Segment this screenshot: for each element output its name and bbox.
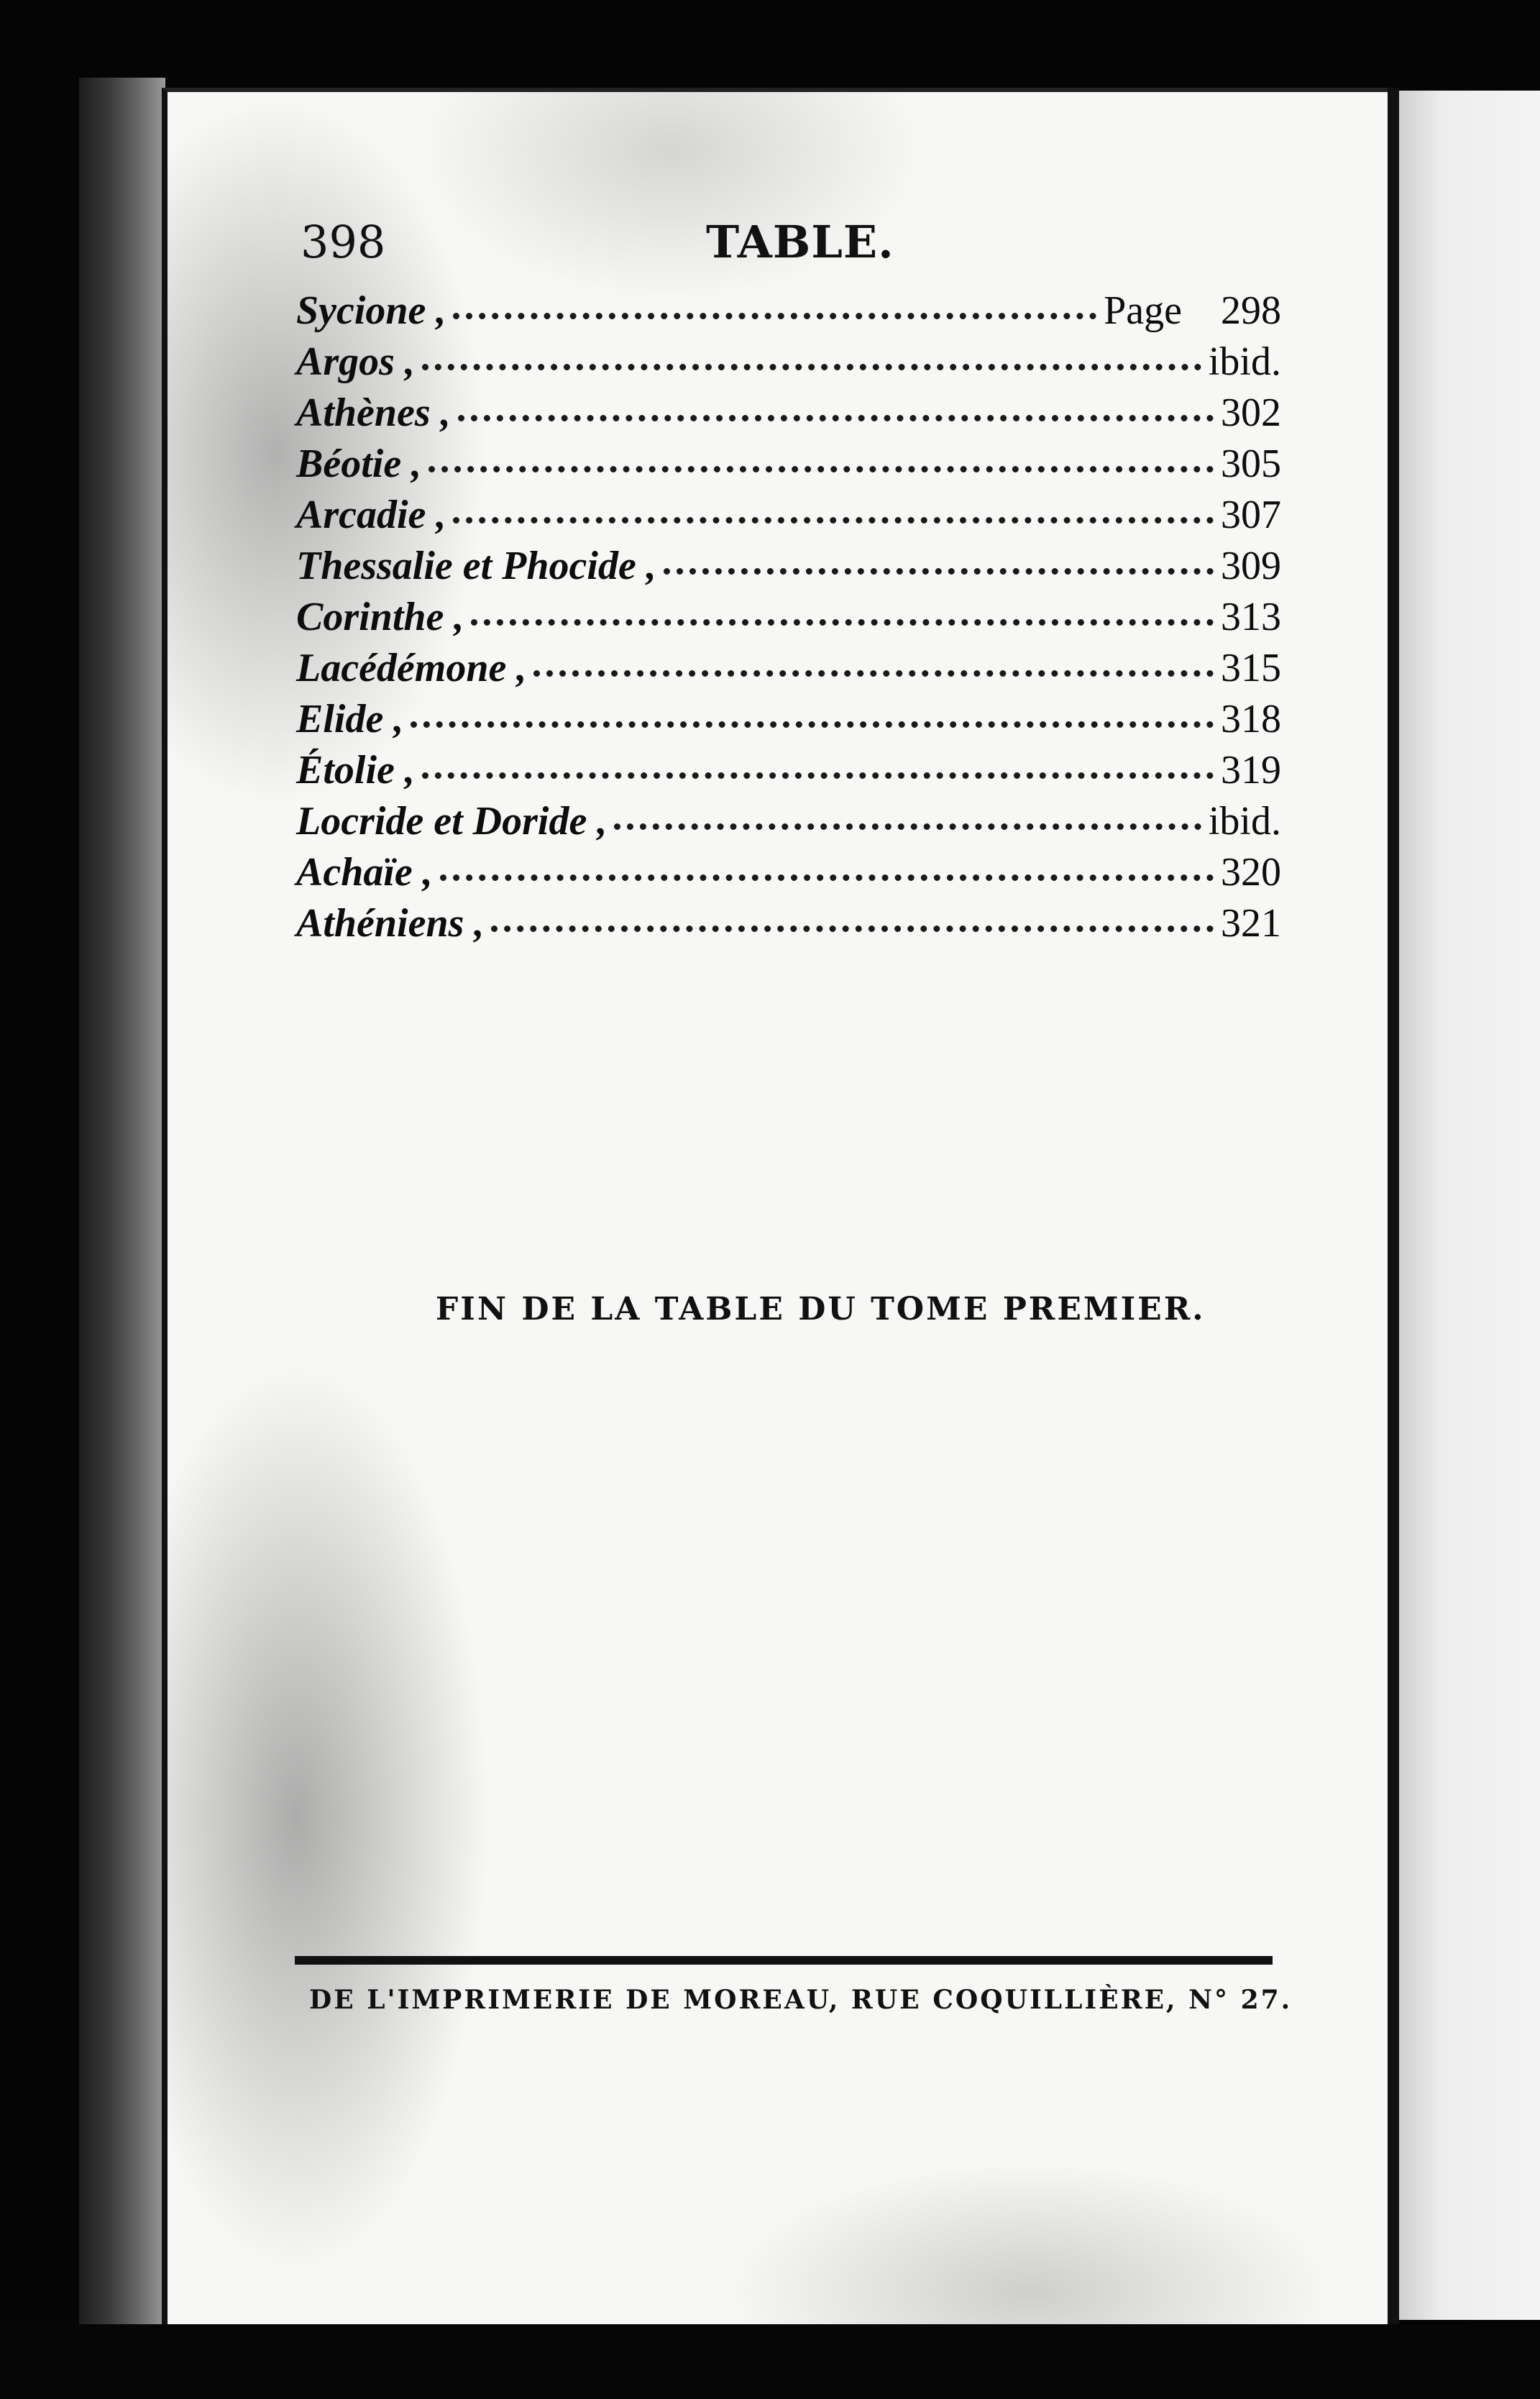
toc-entry-label: Athènes ,	[296, 390, 451, 435]
toc-entry	[296, 849, 1281, 900]
divider-rule	[295, 1956, 1273, 1965]
toc-entry	[296, 441, 1281, 492]
dot-leader	[440, 874, 1214, 881]
toc-entry	[296, 747, 1281, 798]
toc-entry-page: 318	[1221, 697, 1281, 741]
toc-entry	[296, 339, 1281, 390]
toc-entry-page: 305	[1221, 442, 1281, 486]
toc-entry-label: Corinthe ,	[296, 595, 464, 639]
end-of-table-note: FIN DE LA TABLE DU TOME PREMIER.	[436, 1291, 1206, 1328]
dot-leader	[471, 619, 1214, 626]
toc-entry-page-prefix: Page	[1104, 288, 1182, 333]
toc-entry	[296, 288, 1281, 339]
dot-leader	[614, 823, 1201, 830]
toc-entry	[296, 900, 1281, 951]
dot-leader	[453, 517, 1214, 524]
table-of-contents	[296, 288, 1281, 951]
scan-border	[0, 2324, 1540, 2399]
toc-entry-page: 321	[1221, 901, 1281, 946]
toc-entry-label: Lacédémone ,	[296, 646, 527, 690]
dot-leader	[453, 313, 1096, 319]
toc-entry-page: 302	[1221, 390, 1281, 435]
toc-entry	[296, 696, 1281, 747]
toc-entry	[296, 492, 1281, 543]
toc-entry-label: Béotie ,	[296, 442, 422, 486]
toc-entry-label: Sycione ,	[296, 288, 446, 333]
toc-entry-label: Athéniens ,	[296, 901, 485, 946]
toc-entry	[296, 390, 1281, 441]
toc-entry-label: Locride et Doride ,	[296, 799, 608, 844]
facing-page-edge	[1399, 91, 1540, 2320]
page-number: 398	[301, 216, 386, 268]
toc-entry-page: ibid.	[1208, 799, 1281, 844]
dot-leader	[664, 568, 1214, 575]
toc-entry-page: 315	[1221, 646, 1281, 690]
dot-leader	[428, 466, 1214, 472]
toc-entry-page: ibid.	[1208, 339, 1281, 384]
dot-leader	[411, 721, 1214, 728]
toc-entry-page: 298	[1221, 288, 1281, 333]
dot-leader	[491, 926, 1214, 932]
toc-entry	[296, 798, 1281, 849]
toc-entry-label: Étolie ,	[296, 748, 415, 792]
dot-leader	[458, 415, 1214, 421]
toc-entry-page: 309	[1221, 544, 1281, 588]
toc-entry-page: 320	[1221, 850, 1281, 895]
toc-entry-label: Elide ,	[296, 697, 404, 741]
toc-entry-page: 319	[1221, 748, 1281, 792]
toc-entry	[296, 594, 1281, 645]
dot-leader	[422, 772, 1214, 779]
book-spine-edge	[79, 78, 165, 2332]
toc-entry	[296, 645, 1281, 696]
page-title: TABLE.	[706, 216, 894, 268]
toc-entry-page: 313	[1221, 595, 1281, 639]
toc-entry-label: Arcadie ,	[296, 493, 446, 537]
toc-entry	[296, 543, 1281, 594]
printer-imprint: DE L'IMPRIMERIE DE MOREAU, RUE COQUILLIÈRE, N° 27.	[309, 1985, 1293, 2015]
dot-leader	[533, 670, 1214, 677]
dot-leader	[422, 364, 1201, 370]
toc-entry-label: Thessalie et Phocide ,	[296, 544, 656, 588]
toc-entry-label: Achaïe ,	[296, 850, 433, 895]
page-gutter	[1388, 88, 1399, 2324]
toc-entry-page: 307	[1221, 493, 1281, 537]
toc-entry-label: Argos ,	[296, 339, 415, 384]
